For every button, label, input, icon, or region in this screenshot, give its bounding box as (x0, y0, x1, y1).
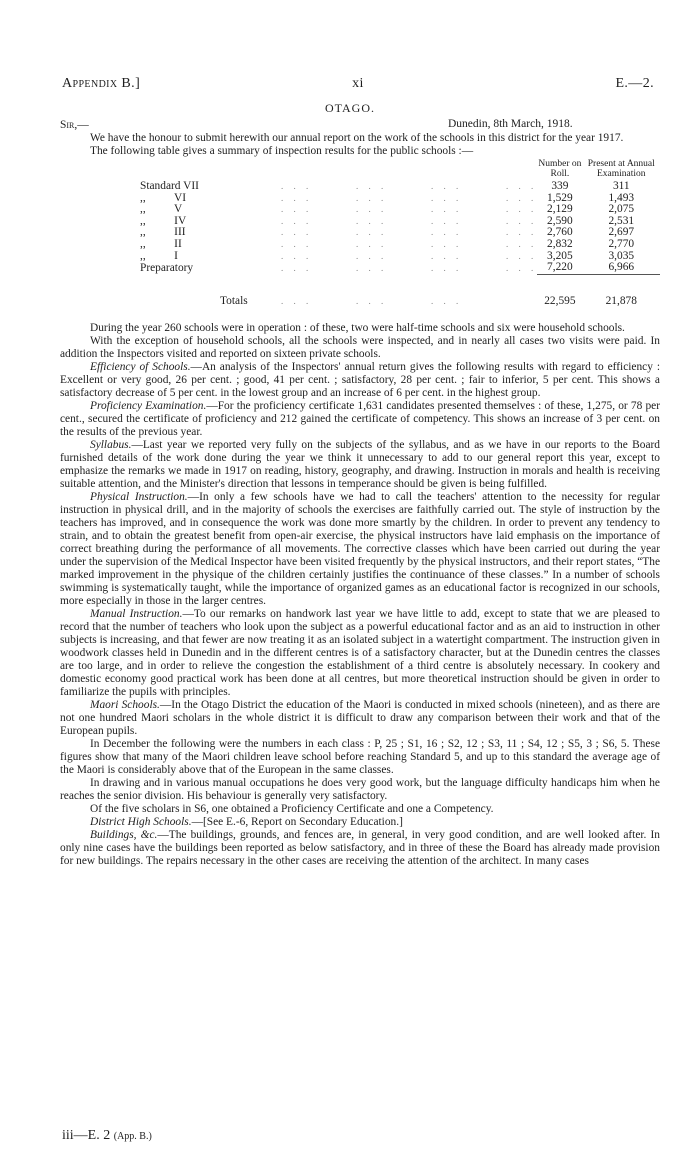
paragraph-text: —In only a few schools have we had to call the teachers' attention to the necessity for regular instruction in physical drill, and in the majority of schools the exercises are faithfully carried out. The style of instruction by the teachers has improved, and in consequence the work was done more smartly by the children. In order to prevent any tendency to strain, and to obtain the greatest benefit from open-air exercise, the physical instructors have laid emphasis on the importance of correct breathing during the performance of all movements. The corrective classes which have been carried out during the year under the supervision of the Medical Inspector have been visited frequently by the physical instructors, and their report states, “The marked improvement in the physique of the children certainly justifies the continuance of these classes.” In a number of schools swimming is systematically taught, while the importance of organized games as an educational factor is recognized in our schools, more especially in those in the larger centres. (60, 490, 660, 607)
report-paragraph (60, 400, 660, 439)
page-header (62, 76, 654, 96)
table-row: ,, V . . . . . . . . . . . . 2,129 2,075 (140, 204, 660, 216)
intro-paragraph: The following table gives a summary of inspection results for the public schools :— (90, 145, 474, 157)
row-present: 2,531 (608, 214, 635, 227)
table-row: ,, II . . . . . . . . . . . . 2,832 2,770 (140, 239, 660, 251)
report-paragraph (60, 335, 660, 361)
row-present: 2,075 (608, 203, 635, 216)
page-number: xi (352, 76, 364, 91)
paragraph-heading: District High Schools. (90, 815, 192, 828)
table-row: ,, IV . . . . . . . . . . . . 2,590 2,531 (140, 216, 660, 228)
row-roll: 7,220 (547, 261, 573, 274)
paragraph-heading: Syllabus. (90, 438, 132, 451)
report-paragraph (60, 361, 660, 400)
paragraph-text: —To our remarks on handwork last year we have little to add, except to state that we are pleased to record that the number of teachers who look upon the subject as a powerful educational factor and as an aid to instruction in other subjects is increasing, and that fewer are now treating it as an isolated subject in a watertight compartment. The instruction given in woodwork classes held in Dunedin and in the different centres is of a satisfactory character, but at the Dunedin centres the classes are too large, and in order to relieve the congestion the establishment of a third centre is absolutely necessary. In cookery and domestic economy good practical work has been done at all centres, but more theoretical instruction should be given in order to familiarize the pupils with principles. (60, 607, 661, 698)
paragraph-text: —The buildings, grounds, and fences are, in general, in very good condition, and are well looked after. In only nine cases have the buildings been reported as below satisfactory, and in three of these the Board has already made provision for new buildings. The repairs necessary in the other cases are receiving the attention of the architect. In many cases (60, 828, 661, 867)
totals-rule (583, 274, 660, 286)
row-present: 2,697 (608, 226, 635, 239)
row-roll: 2,129 (547, 203, 573, 216)
region-title: OTAGO. (324, 101, 376, 115)
row-label: ,, III (140, 226, 186, 239)
row-present: 6,966 (608, 261, 635, 274)
row-label: ,, IV (140, 214, 187, 227)
row-label: ,, I (140, 249, 178, 262)
salutation: Sir,— (60, 119, 89, 131)
row-label: ,, VI (140, 191, 186, 204)
report-paragraph (60, 608, 660, 699)
paragraph-text: Of the five scholars in S6, one obtained a Proficiency Certificate and one a Competency. (90, 802, 494, 815)
report-body (60, 132, 660, 868)
paragraph-text: With the exception of household schools, all the schools were inspected, and in nearly all cases two visits were paid. In addition the Inspectors visited and reported on sixteen private schools. (60, 334, 660, 360)
totals-roll: 22,595 (544, 295, 576, 308)
paragraph-heading: Buildings, &c. (90, 828, 158, 841)
paragraph-text: During the year 260 schools were in operation : of these, two were half-time schools and six were household schools. (90, 321, 625, 334)
column-header-present: Present at Annual Examination (587, 159, 655, 179)
totals-row: Totals . . . . . . . . . 22,595 21,878 (140, 286, 660, 308)
header-appendix: Appendix B.] (62, 76, 141, 91)
intro-paragraph: We have the honour to submit herewith our annual report on the work of the schools in this district for the year 1917. (90, 132, 624, 144)
report-paragraph (60, 491, 660, 608)
row-present: 1,493 (608, 191, 635, 204)
paragraph-heading: Proficiency Examination. (90, 399, 207, 412)
paragraph-text: In December the following were the numbers in each class : P, 25 ; S1, 16 ; S2, 12 ; S3, 11 ; S4, 12 ; S5, 3 ; S6, 5. These figures show that many of the Maori children leave school before reaching Standard 5, and up to this standard the average age of the Maori is considerably above that of the European in the same classes. (60, 737, 660, 776)
report-paragraph (60, 699, 660, 738)
paragraph-text: —[See E.-6, Report on Secondary Education.] (191, 815, 403, 828)
row-roll: 1,529 (547, 191, 573, 204)
report-paragraphs (60, 322, 660, 868)
footer-signature: iii—E. 2 (62, 1128, 111, 1143)
row-present: 2,770 (608, 237, 635, 250)
report-paragraph (60, 803, 660, 816)
paragraph-text: —Last year we reported very fully on the subjects of the syllabus, and as we have in our reports to the Board furnished details of the work done during the year we think it unnecessary to add to our general report this year, except to emphasize the remarks we made in 1917 on reading, history, geography, and drawing. Instruction in morals and health is receiving suitable attention, and the Minister's direction that lessons in temperance should be given is being fulfilled. (60, 438, 660, 490)
row-roll: 339 (551, 180, 569, 192)
letter-date: Dunedin, 8th March, 1918. (448, 118, 573, 130)
row-label: ,, II (140, 237, 182, 250)
column-header-roll: Number on Roll. (538, 159, 582, 179)
row-label: Standard VII (140, 180, 199, 192)
paragraph-heading: Physical Instruction. (90, 490, 188, 503)
row-label: ,, V (140, 203, 183, 216)
paragraph-heading: Manual Instruction. (90, 607, 183, 620)
paragraph-heading: Efficiency of Schools. (90, 360, 191, 373)
table-row: ,, III . . . . . . . . . . . . 2,760 2,697 (140, 227, 660, 239)
inspection-table (140, 159, 660, 308)
report-paragraph (60, 816, 660, 829)
header-code: E.—2. (615, 76, 654, 91)
row-roll: 2,590 (547, 214, 573, 227)
page-footer (62, 1128, 152, 1144)
paragraph-text: In drawing and in various manual occupations he does very good work, but the language difficulty handicaps him when he reaches the senior division. His behaviour is generally very satisfactory. (60, 776, 660, 802)
report-paragraph (60, 439, 660, 491)
row-roll: 2,760 (547, 226, 573, 239)
table-row: ,, I . . . . . . . . . . . . 3,205 3,035 (140, 251, 660, 263)
footer-appendix: (App. B.) (113, 1131, 152, 1142)
report-paragraph (60, 738, 660, 777)
table-header-row (140, 159, 660, 181)
table-row: Preparatory . . . . . . . . . . . . 7,220 6,966 (140, 262, 660, 274)
table-row: ,, VI . . . . . . . . . . . . 1,529 1,493 (140, 193, 660, 205)
report-paragraph (60, 829, 660, 868)
report-paragraph (60, 322, 660, 335)
paragraph-heading: Maori Schools. (90, 698, 160, 711)
paragraph-text: —For the proficiency certificate 1,631 candidates presented themselves : of these, 1,275, or 78 per cent., secured the certificate of proficiency and 212 gained the certificate of competency. This shows an increase of 3 per cent. on the results of the previous year. (60, 399, 660, 438)
totals-present: 21,878 (605, 295, 637, 308)
row-label: Preparatory (140, 261, 194, 274)
totals-label: Totals (220, 295, 248, 308)
table-row: Standard VII . . . . . . . . . . . . 339 311 (140, 181, 660, 193)
row-roll: 3,205 (547, 249, 573, 262)
paragraph-text: —In the Otago District the education of the Maori is conducted in mixed schools (nineteen), and as there are not one hundred Maori scholars in the whole district it is difficult to draw any comparison between their work and that of the European pupils. (60, 698, 660, 737)
row-roll: 2,832 (547, 237, 573, 250)
row-present: 311 (612, 180, 630, 192)
report-paragraph (60, 777, 660, 803)
row-present: 3,035 (608, 249, 635, 262)
paragraph-text: —An analysis of the Inspectors' annual return gives the following results with regard to efficiency : Excellent or very good, 26 per cent. ; good, 41 per cent. ; satisfactory, 28 per cent. ; fair to inferior, 5 per cent. This shows a satisfactory decrease of 5 per cent. in the lowest group and an increase of 6 per cent. in the highest group. (60, 360, 661, 399)
totals-rule (537, 274, 582, 286)
